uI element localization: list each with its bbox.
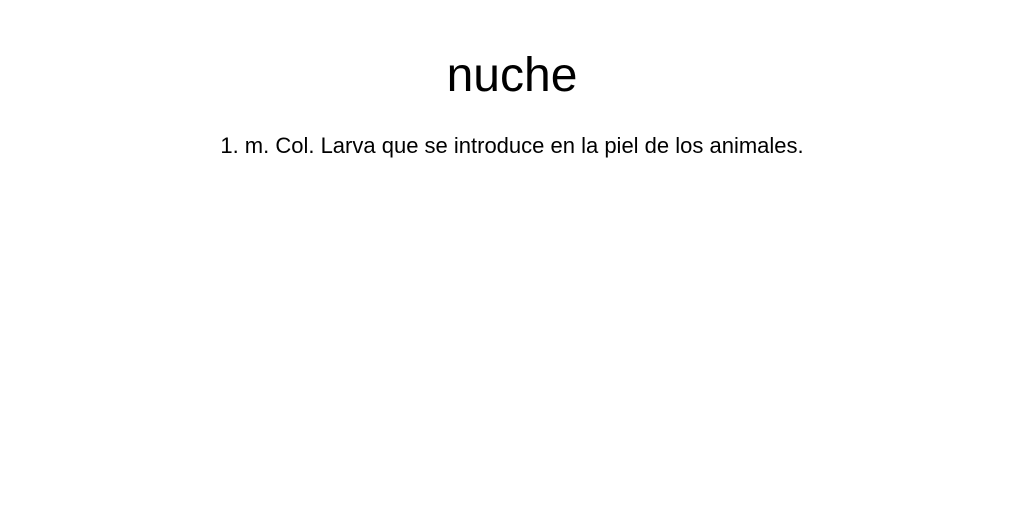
entry-word-title: nuche	[446, 49, 578, 102]
definition-1: 1. m. Col. Larva que se introduce en la piel de los animales.	[220, 133, 804, 158]
